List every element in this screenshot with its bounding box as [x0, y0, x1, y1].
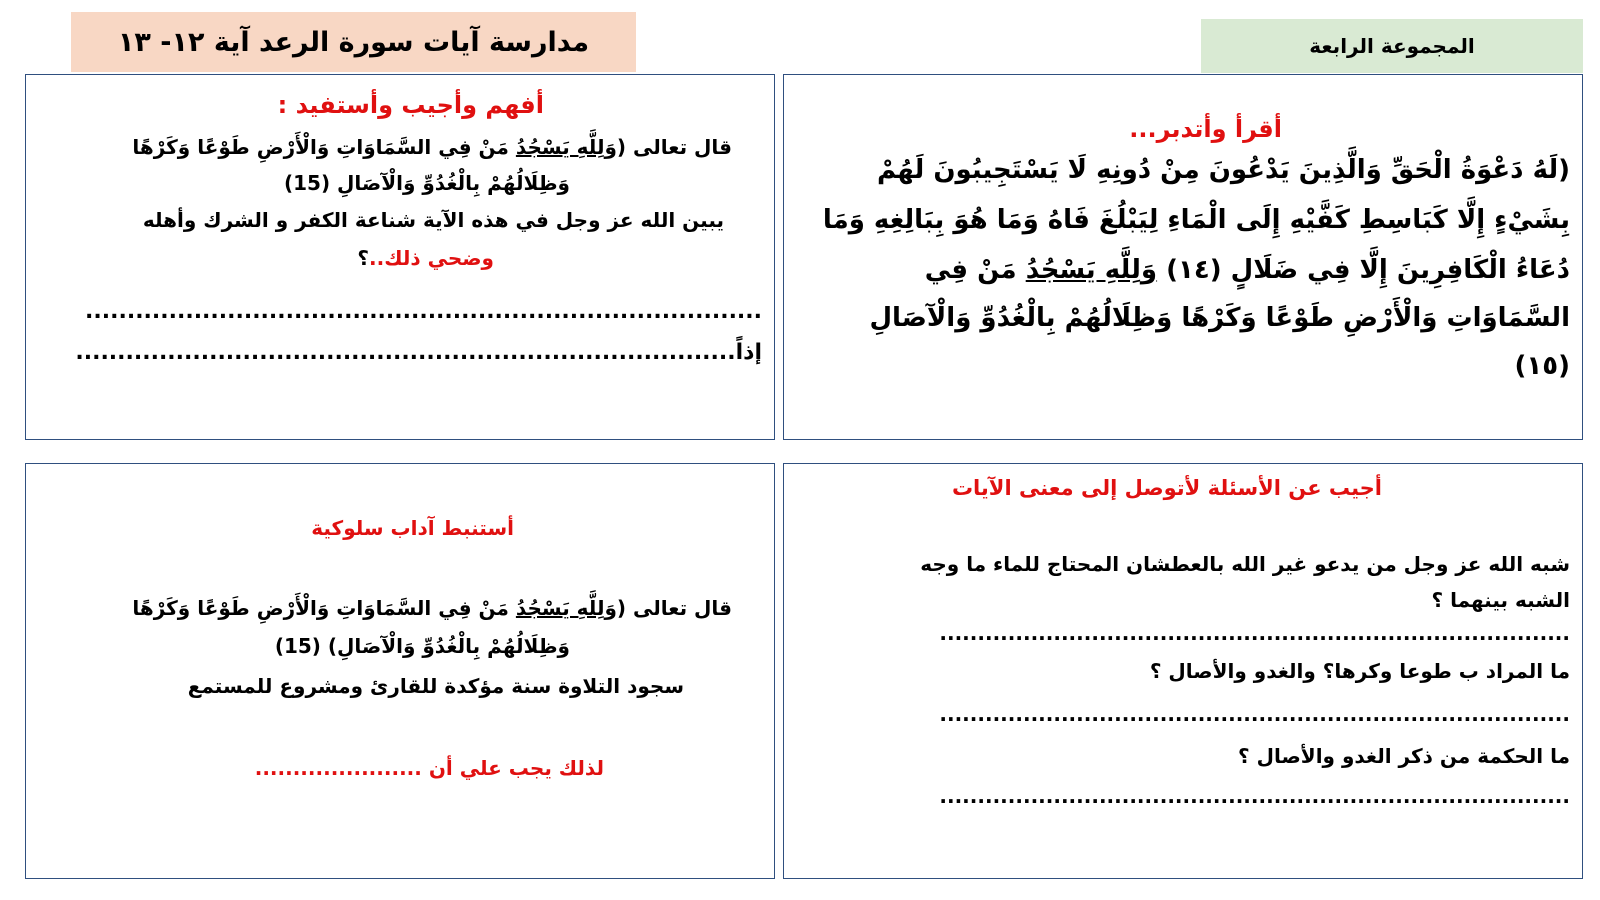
question-1-line-1: شبه الله عز وجل من يدعو غير الله بالعطشان المحتاج للماء ما وجه: [920, 552, 1570, 576]
verse-line-1: (لَهُ دَعْوَةُ الْحَقِّ وَالَّذِينَ يَدْعُونَ مِنْ دُونِهِ لَا يَسْتَجِيبُونَ لَهُمْ: [876, 155, 1570, 185]
understand-verse-rest: مَنْ فِي السَّمَاوَاتِ وَالْأَرْضِ طَوْعًا وَكَرْهًا: [132, 135, 516, 159]
manners-verse-rest: مَنْ فِي السَّمَاوَاتِ وَالْأَرْضِ طَوْعًا وَكَرْهًا: [132, 596, 516, 620]
question-2-answer-dots: ...................................................................................: [939, 702, 1570, 726]
read-reflect-box: [783, 74, 1583, 440]
answer-dots-line-1: .................................................................................: [85, 299, 762, 324]
question-1-answer-dots: ...................................................................................: [939, 621, 1570, 645]
verse-line-2: بِشَيْءٍ إِلَّا كَبَاسِطِ كَفَّيْهِ إِلَى الْمَاءِ لِيَبْلُغَ فَاهُ وَمَا هُوَ بِبَالِغِهِ وَمَا: [822, 205, 1570, 235]
question-3: ما الحكمة من ذكر الغدو والأصال ؟: [1238, 744, 1570, 768]
understand-verse-line-2: وَظِلَالُهُمْ بِالْغُدُوِّ وَالْآصَالِ (15): [283, 171, 570, 195]
read-reflect-heading: أقرأ وأتدبر...: [1129, 115, 1282, 143]
understand-intro: قال تعالى (: [616, 135, 732, 159]
verse-line-3: [925, 255, 1570, 285]
manners-verse-underlined: وَلِلَّهِ يَسْجُدُ: [515, 596, 617, 620]
understand-verse-underlined: وَلِلَّهِ يَسْجُدُ: [515, 135, 617, 159]
questions-box: [783, 463, 1583, 879]
understand-verse-line-1: [132, 135, 732, 159]
verse-line-3-tail: مَنْ فِي: [924, 255, 1017, 285]
understand-instruction-mark: ؟: [357, 246, 370, 270]
answer-dots-line-2: ...............................................................................: [75, 340, 736, 365]
question-3-answer-dots: ...................................................................................: [939, 784, 1570, 808]
answer-line-2: [75, 340, 762, 365]
verse-line-4: السَّمَاوَاتِ وَالْأَرْضِ طَوْعًا وَكَرْهًا وَظِلَالُهُمْ بِالْغُدُوِّ وَالْآصَالِ: [869, 303, 1570, 333]
understand-heading: أفهم وأجيب وأستفيد :: [277, 91, 544, 119]
understand-instruction: [357, 246, 494, 270]
manners-verse-line-2: وَظِلَالُهُمْ بِالْغُدُوِّ وَالْآصَالِ) (15): [274, 634, 570, 658]
understand-answer-box: [25, 74, 775, 440]
manners-box: [25, 463, 775, 879]
worksheet-title: مدارسة آيات سورة الرعد آية ١٢- ١٣: [71, 12, 636, 72]
verse-line-5: (١٥): [1514, 351, 1570, 381]
manners-intro: قال تعالى (: [616, 596, 732, 620]
understand-instruction-text: وضحي ذلك..: [369, 246, 494, 270]
verse-line-3-underlined: وَلِلَّهِ يَسْجُدُ: [1025, 255, 1158, 285]
answer-label: إذاً: [735, 340, 762, 365]
question-1-line-2: الشبه بينهما ؟: [1431, 588, 1570, 612]
question-2: ما المراد ب طوعا وكرها؟ والغدو والأصال ؟: [1149, 659, 1570, 683]
questions-heading: أجيب عن الأسئلة لأتوصل إلى معنى الآيات: [951, 476, 1382, 500]
manners-verse-line-1: [132, 596, 732, 620]
manners-conclusion: لذلك يجب علي أن ......................: [254, 756, 604, 780]
manners-note: سجود التلاوة سنة مؤكدة للقارئ ومشروع للمستمع: [187, 674, 684, 698]
group-label: المجموعة الرابعة: [1201, 19, 1583, 73]
manners-heading: أستنبط آداب سلوكية: [311, 516, 514, 540]
verse-line-3-start: دُعَاءُ الْكَافِرِينَ إِلَّا فِي ضَلَالٍ (١٤): [1166, 255, 1570, 285]
understand-question: يبين الله عز وجل في هذه الآية شناعة الكفر و الشرك وأهله: [142, 208, 724, 232]
